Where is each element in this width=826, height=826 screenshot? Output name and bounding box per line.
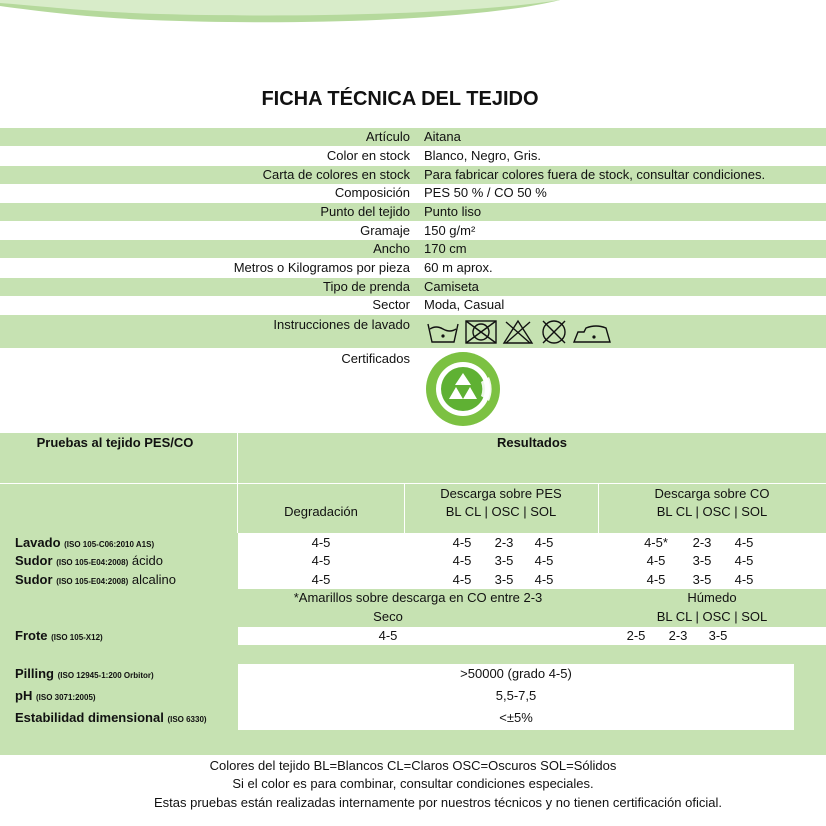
- tests-header-right: Resultados: [496, 435, 568, 450]
- spec-row: [0, 166, 826, 184]
- spec-label: Artículo: [365, 129, 410, 144]
- spec-value: Aitana: [424, 129, 461, 144]
- spec-label: Punto del tejido: [320, 204, 410, 219]
- pes-value: 4-5: [534, 572, 554, 587]
- co-value: 4-5: [646, 553, 666, 568]
- spec-row: [0, 240, 826, 258]
- spec-label: Ancho: [373, 241, 410, 256]
- co-value: 4-5: [734, 572, 754, 587]
- spec-value: Punto liso: [424, 204, 482, 219]
- spec-label: Color en stock: [326, 148, 410, 163]
- deg-value: 4-5: [311, 572, 331, 587]
- spec-value: Moda, Casual: [424, 297, 505, 312]
- amarillos-note: *Amarillos sobre descarga en CO entre 2-3: [293, 590, 543, 605]
- spec-row: [0, 203, 826, 221]
- deg-value: 4-5: [311, 535, 331, 550]
- washing-symbols: [426, 318, 612, 346]
- frote-humedo: 2-5: [626, 628, 646, 643]
- humedo-header: Húmedo: [687, 590, 737, 605]
- spec-label: Tipo de prenda: [323, 279, 410, 294]
- estabilidad-value: <±5%: [499, 710, 533, 725]
- test-name: Estabilidad dimensional (ISO 6330): [15, 710, 207, 725]
- co-value: 4-5*: [644, 535, 668, 550]
- co-value: 2-3: [692, 535, 712, 550]
- spec-row: [0, 184, 826, 202]
- col-co: Descarga sobre CO: [654, 486, 770, 501]
- col-degradacion: Degradación: [284, 504, 358, 519]
- humedo-sub: BL CL | OSC | SOL: [656, 609, 768, 624]
- col-pes-sub: BL CL | OSC | SOL: [445, 504, 557, 519]
- test-name: Lavado (ISO 105-C06:2010 A1S): [15, 535, 155, 550]
- spec-label: Carta de colores en stock: [262, 167, 410, 182]
- co-value: 3-5: [692, 553, 712, 568]
- pes-value: 2-3: [494, 535, 514, 550]
- col-pes: Descarga sobre PES: [440, 486, 562, 501]
- co-value: 4-5: [646, 572, 666, 587]
- spec-value: 60 m aprox.: [424, 260, 493, 275]
- frote-humedo: 2-3: [668, 628, 688, 643]
- spec-row: [0, 222, 826, 240]
- pes-value: 4-5: [534, 535, 554, 550]
- footer-line1: Colores del tejido BL=Blancos CL=Claros OSC=Oscuros SOL=Sólidos: [209, 758, 617, 773]
- frote-seco: 4-5: [378, 628, 398, 643]
- spec-row: [0, 259, 826, 277]
- certificates-label: Certificados: [341, 351, 410, 366]
- spec-value: PES 50 % / CO 50 %: [424, 185, 547, 200]
- footer-line3: Estas pruebas están realizadas internamente por nuestros técnicos y no tienen certificación oficial.: [154, 795, 722, 810]
- co-value: 3-5: [692, 572, 712, 587]
- no-tumble-dry-icon: [543, 321, 565, 343]
- spec-row: [0, 296, 826, 314]
- no-bleach-icon: [466, 321, 496, 343]
- header-wave: [0, 0, 826, 30]
- spec-label: Metros o Kilogramos por pieza: [233, 260, 410, 275]
- pes-value: 4-5: [534, 553, 554, 568]
- spec-value: Camiseta: [424, 279, 479, 294]
- wash-30-icon: [428, 324, 458, 342]
- footer-line2: Si el color es para combinar, consultar condiciones especiales.: [232, 776, 594, 791]
- spec-row: [0, 128, 826, 146]
- spec-label: Gramaje: [360, 223, 410, 238]
- test-name: Sudor (ISO 105-E04:2008) alcalino: [15, 572, 176, 587]
- recycled-cotton-logo: [425, 351, 501, 427]
- no-chlorine-icon: [504, 321, 532, 343]
- co-value: 4-5: [734, 553, 754, 568]
- spec-value: Blanco, Negro, Gris.: [424, 148, 542, 163]
- divider: [0, 483, 826, 484]
- pes-value: 3-5: [494, 553, 514, 568]
- iron-low-icon: [574, 326, 610, 342]
- frote-humedo: 3-5: [708, 628, 728, 643]
- col-co-sub: BL CL | OSC | SOL: [656, 504, 768, 519]
- pes-value: 3-5: [494, 572, 514, 587]
- pes-value: 4-5: [452, 572, 472, 587]
- spec-value: Para fabricar colores fuera de stock, consultar condiciones.: [424, 167, 766, 182]
- ph-value: 5,5-7,5: [495, 688, 537, 703]
- pes-value: 4-5: [452, 535, 472, 550]
- tests-header-left: Pruebas al tejido PES/CO: [36, 435, 194, 450]
- pes-value: 4-5: [452, 553, 472, 568]
- test-name: Frote (ISO 105-X12): [15, 628, 103, 643]
- test-name: pH (ISO 3071:2005): [15, 688, 96, 703]
- spec-value: 150 g/m²: [424, 223, 476, 238]
- washing-label: Instrucciones de lavado: [273, 317, 410, 332]
- spec-row: [0, 278, 826, 296]
- spec-value: 170 cm: [424, 241, 467, 256]
- co-value: 4-5: [734, 535, 754, 550]
- spec-label: Composición: [334, 185, 410, 200]
- deg-value: 4-5: [311, 553, 331, 568]
- pilling-value: >50000 (grado 4-5): [460, 666, 572, 681]
- page-title: FICHA TÉCNICA DEL TEJIDO: [261, 88, 539, 110]
- test-name: Sudor (ISO 105-E04:2008) ácido: [15, 553, 163, 568]
- spec-label: Sector: [372, 297, 410, 312]
- test-name: Pilling (ISO 12945-1:200 Orbitor): [15, 666, 154, 681]
- spec-row: [0, 147, 826, 165]
- seco-header: Seco: [373, 609, 403, 624]
